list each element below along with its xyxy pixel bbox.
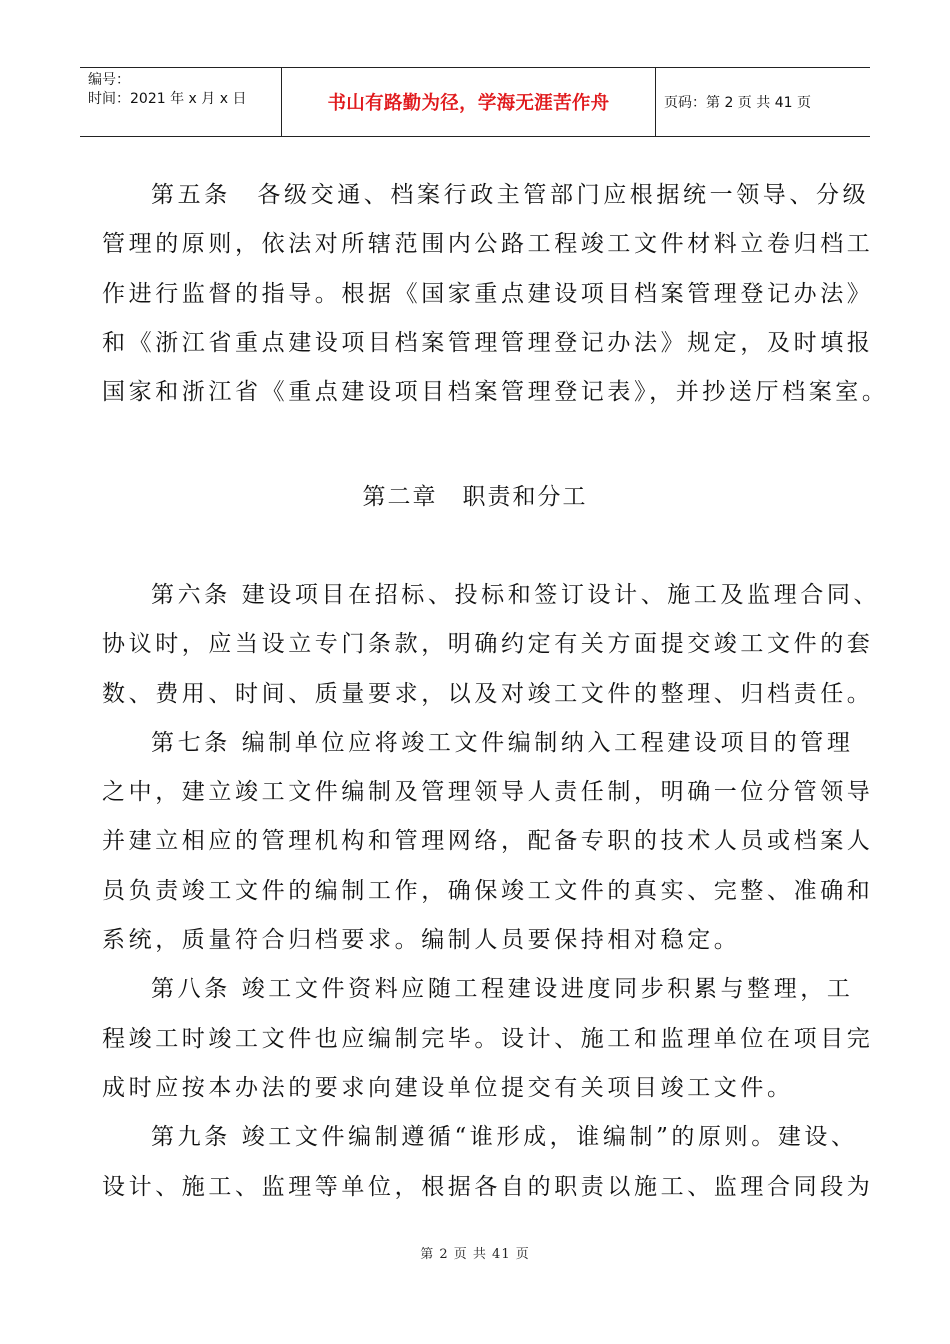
paragraph-line: 作进行监督的指导。根据《国家重点建设项目档案管理登记办法》 [102, 280, 874, 307]
paragraph-line: 第九条 竣工文件编制遵循“谁形成，谁编制”的原则。建设、 [151, 1124, 858, 1151]
page-footer: 第 2 页 共 41 页 [420, 1247, 530, 1262]
paragraph-line: 国家和浙江省《重点建设项目档案管理登记表》，并抄送厅档案室。 [102, 379, 889, 406]
page-header [80, 67, 870, 137]
paragraph-line: 之中，建立竣工文件编制及管理领导人责任制，明确一位分管领导 [102, 779, 874, 806]
paragraph-line: 并建立相应的管理机构和管理网络，配备专职的技术人员或档案人 [102, 828, 874, 855]
paragraph-line: 第五条 各级交通、档案行政主管部门应根据统一领导、分级 [151, 182, 870, 208]
header-motto: 书山有路勤为径，学海无涯苦作舟 [282, 68, 656, 136]
paragraph-line: 协议时，应当设立专门条款，明确约定有关方面提交竣工文件的套 [102, 631, 874, 658]
header-meta [80, 68, 282, 136]
chapter-title-text: 第二章 职责和分工 [362, 484, 588, 510]
paragraph-line: 设计、施工、监理等单位，根据各自的职责以施工、监理合同段为 [102, 1173, 874, 1200]
articles-6-9 [102, 571, 881, 1212]
paragraph-line: 和《浙江省重点建设项目档案管理管理登记办法》规定，及时填报 [102, 329, 874, 356]
paragraph-line: 管理的原则，依法对所辖范围内公路工程竣工文件材料立卷归档工 [102, 231, 874, 258]
paragraph-line: 系统，质量符合归档要求。编制人员要保持相对稳定。 [102, 927, 741, 954]
article-5 [102, 171, 889, 417]
document-number-label: 编号： [88, 72, 130, 88]
paragraph-line: 程竣工时竣工文件也应编制完毕。设计、施工和监理单位在项目完 [102, 1025, 874, 1052]
header-page-label: 页码：第 2 页 共 41 页 [664, 95, 811, 111]
paragraph-line: 成时应按本办法的要求向建设单位提交有关项目竣工文件。 [102, 1074, 794, 1101]
chapter-title [0, 477, 950, 517]
paragraph-line: 第八条 竣工文件资料应随工程建设进度同步积累与整理，工 [151, 976, 854, 1003]
paragraph-line: 第七条 编制单位应将竣工文件编制纳入工程建设项目的管理 [151, 729, 854, 756]
paragraph-line: 数、费用、时间、质量要求，以及对竣工文件的整理、归档责任。 [102, 680, 874, 707]
paragraph-line: 第六条 建设项目在招标、投标和签订设计、施工及监理合同、 [151, 582, 881, 608]
paragraph-line: 员负责竣工文件的编制工作，确保竣工文件的真实、完整、准确和 [102, 877, 874, 904]
document-time-label: 时间：2021 年 x 月 x 日 [88, 91, 247, 107]
